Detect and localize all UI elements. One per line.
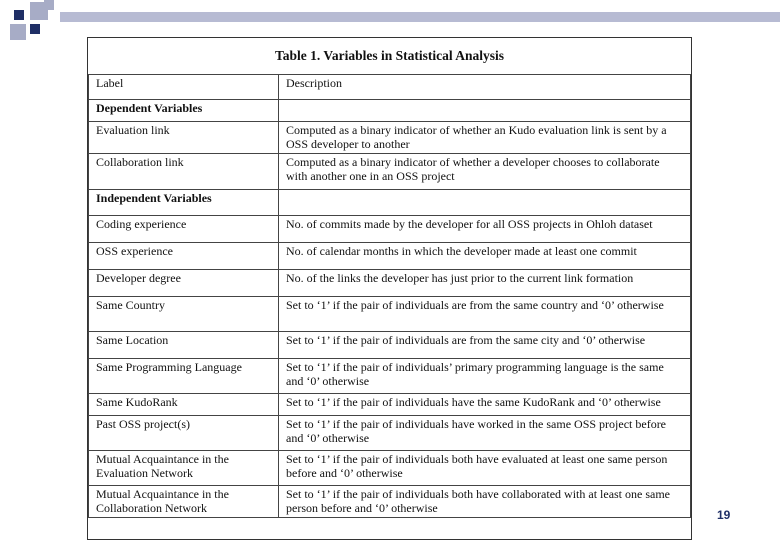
variables-table-frame <box>87 37 692 540</box>
variable-label: Coding experience <box>89 216 279 243</box>
variable-label: Same KudoRank <box>89 394 279 416</box>
section-row <box>89 100 691 122</box>
corner-square-3 <box>10 24 26 40</box>
table-row <box>89 359 691 394</box>
corner-square-4 <box>30 24 40 34</box>
table-header-row <box>89 75 691 100</box>
variable-description: No. of commits made by the developer for all OSS projects in Ohloh dataset <box>279 216 691 243</box>
table-row <box>89 451 691 486</box>
variables-table <box>88 74 691 518</box>
variable-label: Same Programming Language <box>89 359 279 394</box>
variable-label: Dependent Variables <box>89 100 279 122</box>
table-row <box>89 297 691 332</box>
variable-description: Set to ‘1’ if the pair of individuals have the same KudoRank and ‘0’ otherwise <box>279 394 691 416</box>
table-title: Table 1. Variables in Statistical Analysis <box>274 48 505 63</box>
variable-description: Set to ‘1’ if the pair of individuals both have collaborated with at least one same person before and ‘0’ otherwise <box>279 486 691 518</box>
variable-description: No. of calendar months in which the developer made at least one commit <box>279 243 691 270</box>
table-row <box>89 486 691 518</box>
table-row <box>89 122 691 154</box>
variable-description: Set to ‘1’ if the pair of individuals’ primary programming language is the same and ‘0’ otherwise <box>279 359 691 394</box>
variable-description: Computed as a binary indicator of whether a developer chooses to collaborate with another one in an OSS project <box>279 154 691 190</box>
variable-label: Collaboration link <box>89 154 279 190</box>
table-row <box>89 270 691 297</box>
header-description: Description <box>279 75 691 100</box>
table-row <box>89 216 691 243</box>
table-row <box>89 416 691 451</box>
variable-label: Evaluation link <box>89 122 279 154</box>
page-number: 19 <box>717 508 731 522</box>
variable-description: Set to ‘1’ if the pair of individuals are from the same city and ‘0’ otherwise <box>279 332 691 359</box>
variable-description: Set to ‘1’ if the pair of individuals both have evaluated at least one same person before and ‘0’ otherwise <box>279 451 691 486</box>
header-label: Label <box>89 75 279 100</box>
variable-description <box>279 100 691 122</box>
variable-label: Same Location <box>89 332 279 359</box>
header-bar <box>60 12 780 22</box>
variable-label: Developer degree <box>89 270 279 297</box>
variable-label: Same Country <box>89 297 279 332</box>
corner-square-1 <box>14 10 24 20</box>
table-row <box>89 243 691 270</box>
variable-label: Mutual Acquaintance in the Collaboration Network <box>89 486 279 518</box>
corner-square-5 <box>44 0 54 10</box>
table-row <box>89 394 691 416</box>
variable-label: Past OSS project(s) <box>89 416 279 451</box>
table-row <box>89 332 691 359</box>
variable-label: OSS experience <box>89 243 279 270</box>
section-row <box>89 190 691 216</box>
variable-description: No. of the links the developer has just prior to the current link formation <box>279 270 691 297</box>
variable-description: Set to ‘1’ if the pair of individuals are from the same country and ‘0’ otherwise <box>279 297 691 332</box>
variable-label: Mutual Acquaintance in the Evaluation Network <box>89 451 279 486</box>
variable-label: Independent Variables <box>89 190 279 216</box>
variable-description: Set to ‘1’ if the pair of individuals have worked in the same OSS project before and ‘0’ otherwise <box>279 416 691 451</box>
variable-description: Computed as a binary indicator of whether an Kudo evaluation link is sent by a OSS developer to another <box>279 122 691 154</box>
variable-description <box>279 190 691 216</box>
table-row <box>89 154 691 190</box>
